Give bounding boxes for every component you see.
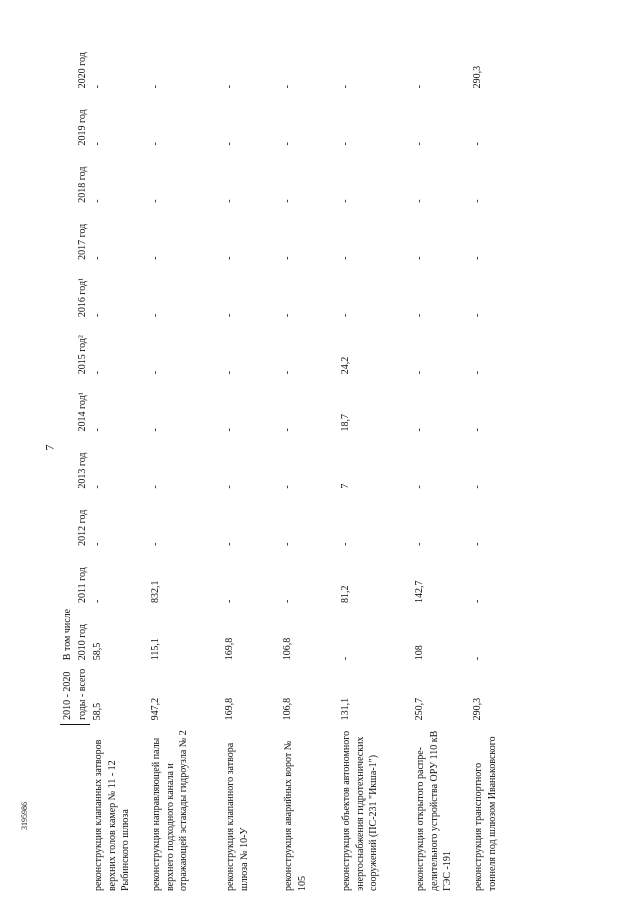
row-year-value: - — [414, 485, 425, 489]
row-name: реконструкция открытого распре-делительного устройства ОРУ 110 кВ ГЭС -191 — [415, 730, 453, 891]
rotated-table-container — [60, 35, 620, 895]
header-year: 2016 год¹ — [77, 277, 88, 318]
row-year-value: - — [340, 142, 351, 146]
row-year-value: - — [340, 656, 351, 661]
row-year-value: - — [224, 84, 235, 89]
row-name: реконструкция транспортного тоннеля под шлюзом Иваньковского — [473, 736, 498, 891]
row-year-value: 106,8 — [282, 637, 293, 661]
header-year: 2013 год — [77, 452, 88, 489]
row-year-value: - — [340, 199, 351, 203]
row-year-value: - — [340, 313, 351, 318]
header-empty-cell — [60, 724, 75, 895]
row-year-value: - — [224, 542, 235, 546]
row-year-value: - — [224, 370, 235, 375]
row-total: 106,8 — [282, 697, 293, 721]
row-year-value: - — [150, 313, 161, 318]
row-year-value: - — [282, 370, 293, 375]
row-year-value: - — [92, 84, 103, 89]
row-year-value: 142,7 — [414, 580, 425, 604]
row-name: реконструкция клапанного затвора шлюза № 10-У — [225, 742, 250, 891]
row-year-value: 24,2 — [340, 356, 351, 375]
row-year-value: 832,1 — [150, 580, 161, 604]
header-year: 2017 год — [77, 223, 88, 260]
row-year-value: - — [224, 313, 235, 318]
row-year-value: - — [472, 256, 483, 260]
row-name: реконструкция клапанных затворов верхних голов камер № 11 - 12 Рыбинского шлюза — [93, 739, 131, 891]
header-year: 2019 год — [77, 109, 88, 146]
row-year-value: - — [282, 199, 293, 203]
row-year-value: - — [340, 84, 351, 89]
row-year-value: - — [472, 599, 483, 604]
row-year-value: - — [224, 599, 235, 604]
funding-table — [60, 35, 528, 895]
row-year-value: - — [150, 370, 161, 375]
header-name-column — [75, 724, 90, 895]
row-year-value: - — [92, 599, 103, 604]
row-year-value: - — [472, 142, 483, 146]
row-year-value: - — [150, 542, 161, 546]
row-year-value: - — [92, 485, 103, 489]
header-year: 2018 год — [77, 166, 88, 203]
row-year-value: - — [282, 313, 293, 318]
table-row — [148, 35, 222, 895]
row-year-value: - — [414, 84, 425, 89]
row-year-value: - — [472, 370, 483, 375]
header-year: 2011 год — [77, 567, 88, 604]
row-total: 169,8 — [224, 697, 235, 721]
row-year-value: - — [414, 313, 425, 318]
table-row — [222, 35, 280, 895]
row-year-value: - — [414, 542, 425, 546]
row-year-value: 169,8 — [224, 637, 235, 661]
row-year-value: - — [282, 542, 293, 546]
row-year-value: - — [150, 485, 161, 489]
table-row — [338, 35, 412, 895]
row-year-value: - — [150, 142, 161, 146]
table-row — [470, 35, 528, 895]
header-year: 2015 год² — [77, 335, 88, 375]
row-total: 290,3 — [472, 697, 483, 721]
row-year-value: - — [92, 199, 103, 203]
row-year-value: 7 — [340, 483, 351, 489]
page-number: 7 — [42, 444, 57, 451]
row-year-value: - — [282, 599, 293, 604]
row-year-value: - — [340, 542, 351, 546]
header-total-label: годы - всего — [75, 664, 90, 724]
row-year-value: - — [472, 313, 483, 318]
row-year-value: - — [472, 428, 483, 432]
row-year-value: - — [92, 142, 103, 146]
row-year-value: - — [282, 485, 293, 489]
row-year-value: - — [224, 485, 235, 489]
row-year-value: - — [414, 370, 425, 375]
table-wrapper — [60, 35, 620, 895]
row-year-value: - — [92, 542, 103, 546]
table-row — [90, 35, 148, 895]
header-including: В том числе — [62, 608, 73, 661]
table-body — [90, 35, 528, 895]
row-year-value: - — [282, 142, 293, 146]
row-year-value: - — [472, 656, 483, 661]
row-year-value: 108 — [414, 645, 425, 661]
row-year-value: - — [282, 84, 293, 89]
header-year: 2012 год — [77, 509, 88, 546]
row-year-value: - — [224, 428, 235, 432]
row-total: 250,7 — [414, 697, 425, 721]
row-year-value: - — [340, 256, 351, 260]
row-total: 947,2 — [150, 697, 161, 721]
row-year-value: - — [224, 142, 235, 146]
row-name: реконструкция аварийных ворот № 105 — [283, 740, 308, 891]
row-total: 58,5 — [92, 702, 103, 721]
row-year-value: - — [224, 199, 235, 203]
row-year-value: - — [92, 313, 103, 318]
document-code: 3195986 — [20, 802, 29, 830]
row-year-value: - — [282, 256, 293, 260]
table-row — [280, 35, 338, 895]
row-year-value: - — [92, 370, 103, 375]
row-year-value: - — [92, 256, 103, 260]
row-year-value: - — [150, 256, 161, 260]
row-year-value: - — [472, 542, 483, 546]
row-year-value: - — [150, 199, 161, 203]
row-name: реконструкция объектов автономного энергоснабжения гидротехнических сооружений (ПС-231 "Икша-1") — [341, 730, 379, 891]
header-total-period: 2010 - 2020 — [60, 664, 75, 724]
row-year-value: - — [92, 428, 103, 432]
row-year-value: 290,3 — [472, 65, 483, 89]
header-row-top — [60, 35, 75, 895]
row-year-value: - — [150, 84, 161, 89]
row-year-value: - — [414, 256, 425, 260]
row-year-value: - — [472, 485, 483, 489]
row-year-value: - — [414, 142, 425, 146]
row-year-value: - — [414, 428, 425, 432]
row-year-value: - — [472, 199, 483, 203]
row-year-value: - — [150, 428, 161, 432]
table-row — [412, 35, 470, 895]
row-year-value: 115,1 — [150, 638, 161, 661]
header-year: 2014 год¹ — [77, 392, 88, 432]
row-year-value: 58,5 — [92, 642, 103, 661]
row-year-value: - — [224, 256, 235, 260]
header-year: 2020 год — [77, 52, 88, 89]
row-year-value: - — [282, 428, 293, 432]
header-row-years — [75, 35, 90, 895]
row-year-value: 18,7 — [340, 413, 351, 432]
header-year: 2010 год — [77, 624, 88, 661]
row-year-value: - — [414, 199, 425, 203]
row-year-value: 81,2 — [340, 585, 351, 604]
row-name: реконструкция направляющей палы верхнего подходного канала и отражающей эстакады гидроузла № 2 — [151, 730, 189, 891]
row-total: 131,1 — [340, 697, 351, 721]
